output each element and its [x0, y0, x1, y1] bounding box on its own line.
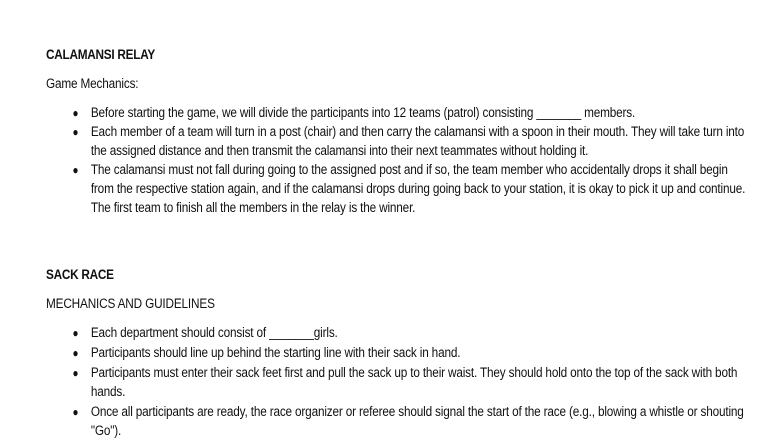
calamansi-relay-title: CALAMANSI RELAY — [46, 47, 156, 63]
bullet-icon: ● — [72, 163, 79, 177]
sack-race-title: SACK RACE — [46, 267, 114, 283]
bullet-icon: ● — [72, 366, 79, 380]
list-item — [72, 364, 746, 402]
sack-mechanics-label: MECHANICS AND GUIDELINES — [46, 296, 215, 312]
list-item-text: Before starting the game, we will divide the participants into 12 teams (patrol) consisting _______ members. — [90, 105, 636, 121]
list-item — [72, 403, 746, 441]
list-item-text: Each member of a team will turn in a post (chair) and then carry the calamansi with a spoon in their mouth. They will take turn into the assigned distance and then transmit the calamansi into their next teammates without holding it. — [90, 124, 745, 159]
list-item-text: Each department should consist of _______girls. — [90, 325, 338, 341]
list-item — [72, 161, 746, 218]
calamansi-rules-list — [46, 104, 746, 218]
document-content — [46, 46, 746, 441]
bullet-icon: ● — [72, 405, 79, 419]
list-item — [72, 104, 746, 123]
list-item-text: The calamansi must not fall during going to the assigned post and if so, the team member who accidentally drops it shall begin from the respective station again, and if the calamansi drops during going back to your station, it is okay to pick it up and continue. The first team to finish all the members in the relay is the winner. — [90, 162, 746, 216]
list-item-text: Participants should line up behind the starting line with their sack in hand. — [90, 345, 461, 361]
list-item — [72, 344, 746, 363]
list-item — [72, 123, 746, 161]
bullet-icon: ● — [72, 326, 79, 340]
list-item — [72, 324, 746, 343]
bullet-icon: ● — [72, 346, 79, 360]
list-item-text: Participants must enter their sack feet first and pull the sack up to their waist. They should hold onto the top of the sack with both hands. — [90, 365, 738, 400]
bullet-icon: ● — [72, 106, 79, 120]
sack-rules-list — [46, 324, 746, 441]
bullet-icon: ● — [72, 125, 79, 139]
list-item-text: Once all participants are ready, the race organizer or referee should signal the start of the race (e.g., blowing a whistle or shouting "Go"). — [90, 404, 744, 439]
calamansi-relay-section — [46, 46, 746, 218]
section-spacer — [46, 218, 746, 266]
calamansi-mechanics-label: Game Mechanics: — [46, 76, 139, 92]
sack-race-section — [46, 266, 746, 441]
